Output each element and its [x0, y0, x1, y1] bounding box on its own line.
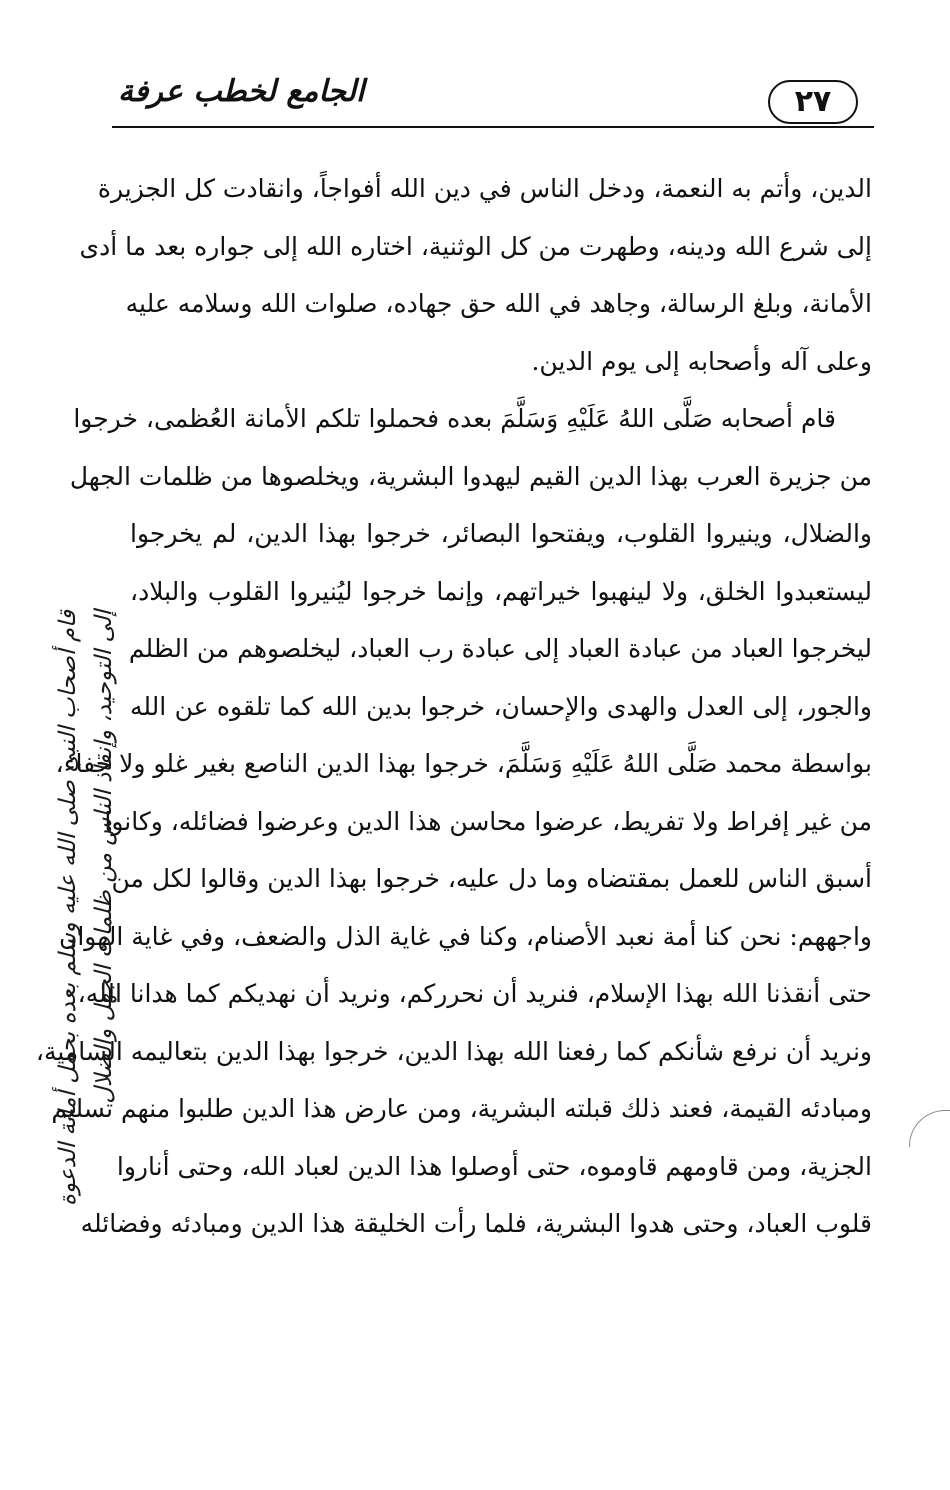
header-rule [112, 126, 874, 128]
text-line: قام أصحابه صَلَّى اللهُ عَلَيْهِ وَسَلَّمَ بعده فحملوا تلكم الأمانة العُظمى، خرجوا [73, 404, 836, 433]
margin-note-line: قام أصحاب النبي صلى الله عليه وسلم بعده بحمل أمانة الدعوة [55, 610, 81, 1206]
text-line: الدين، وأتم به النعمة، ودخل الناس في دين الله أفواجاً، وانقادت كل الجزيرة [97, 174, 872, 203]
text-line: ومبادئه القيمة، فعند ذلك قبلته البشرية، ومن عارض هذا الدين طلبوا منهم تسليم [51, 1094, 872, 1123]
text-line: ونريد أن نرفع شأنكم كما رفعنا الله بهذا الدين، خرجوا بهذا الدين بتعاليمه السامية، [35, 1036, 872, 1066]
page-header [112, 70, 874, 128]
text-line: وعلى آله وأصحابه إلى يوم الدين. [531, 346, 872, 376]
text-line: والضلال، وينيروا القلوب، ويفتحوا البصائر، خرجوا بهذا الدين، لم يخرجوا [130, 519, 872, 548]
text-line: ليخرجوا العباد من عبادة العباد إلى عبادة رب العباد، ليخلصوهم من الظلم [128, 634, 872, 663]
text-line: أسبق الناس للعمل بمقتضاه وما دل عليه، خرجوا بهذا الدين وقالوا لكل من [111, 864, 872, 893]
page-edge-mark [909, 1110, 950, 1147]
text-line: إلى شرع الله ودينه، وطهرت من كل الوثنية، اختاره الله إلى جواره بعد ما أدى [79, 231, 872, 261]
text-line: من غير إفراط ولا تفريط، عرضوا محاسن هذا الدين وعرضوا فضائله، وكانوا [104, 806, 872, 836]
book-title: الجامع لخطب عرفة [118, 74, 365, 109]
text-line: والجور، إلى العدل والهدى والإحسان، خرجوا بدين الله كما تلقوه عن الله [130, 691, 872, 721]
text-line: قلوب العباد، وحتى هدوا البشرية، فلما رأت الخليقة هذا الدين ومبادئه وفضائله [80, 1209, 872, 1238]
page-number: ٢٧ [768, 80, 858, 124]
text-line: حتى أنقذنا الله بهذا الإسلام، فنريد أن نحرركم، ونريد أن نهديكم كما هدانا الله، [77, 979, 872, 1008]
handwritten-margin-note [50, 610, 130, 1490]
text-line: من جزيرة العرب بهذا الدين القيم ليهدوا البشرية، ويخلصوها من ظلمات الجهل [69, 461, 872, 491]
text-line: واجههم: نحن كنا أمة نعبد الأصنام، وكنا في غاية الذل والضعف، وفي غاية الهوان [58, 921, 872, 951]
text-line: بواسطة محمد صَلَّى اللهُ عَلَيْهِ وَسَلَّمَ، خرجوا بهذا الدين الناصع بغير غلو ولا جفاء، [55, 749, 872, 778]
text-line: الأمانة، وبلغ الرسالة، وجاهد في الله حق جهاده، صلوات الله وسلامه عليه [125, 289, 872, 318]
text-line: الجزية، ومن قاومهم قاوموه، حتى أوصلوا هذا الدين لعباد الله، وحتى أناروا [116, 1151, 872, 1181]
margin-note-line: إلى التوحيد، وإنقاذ الناس من ظلمات الجهل والضلال [91, 610, 117, 1104]
text-line: ليستعبدوا الخلق، ولا لينهبوا خيراتهم، وإنما خرجوا ليُنيروا القلوب والبلاد، [130, 576, 872, 606]
